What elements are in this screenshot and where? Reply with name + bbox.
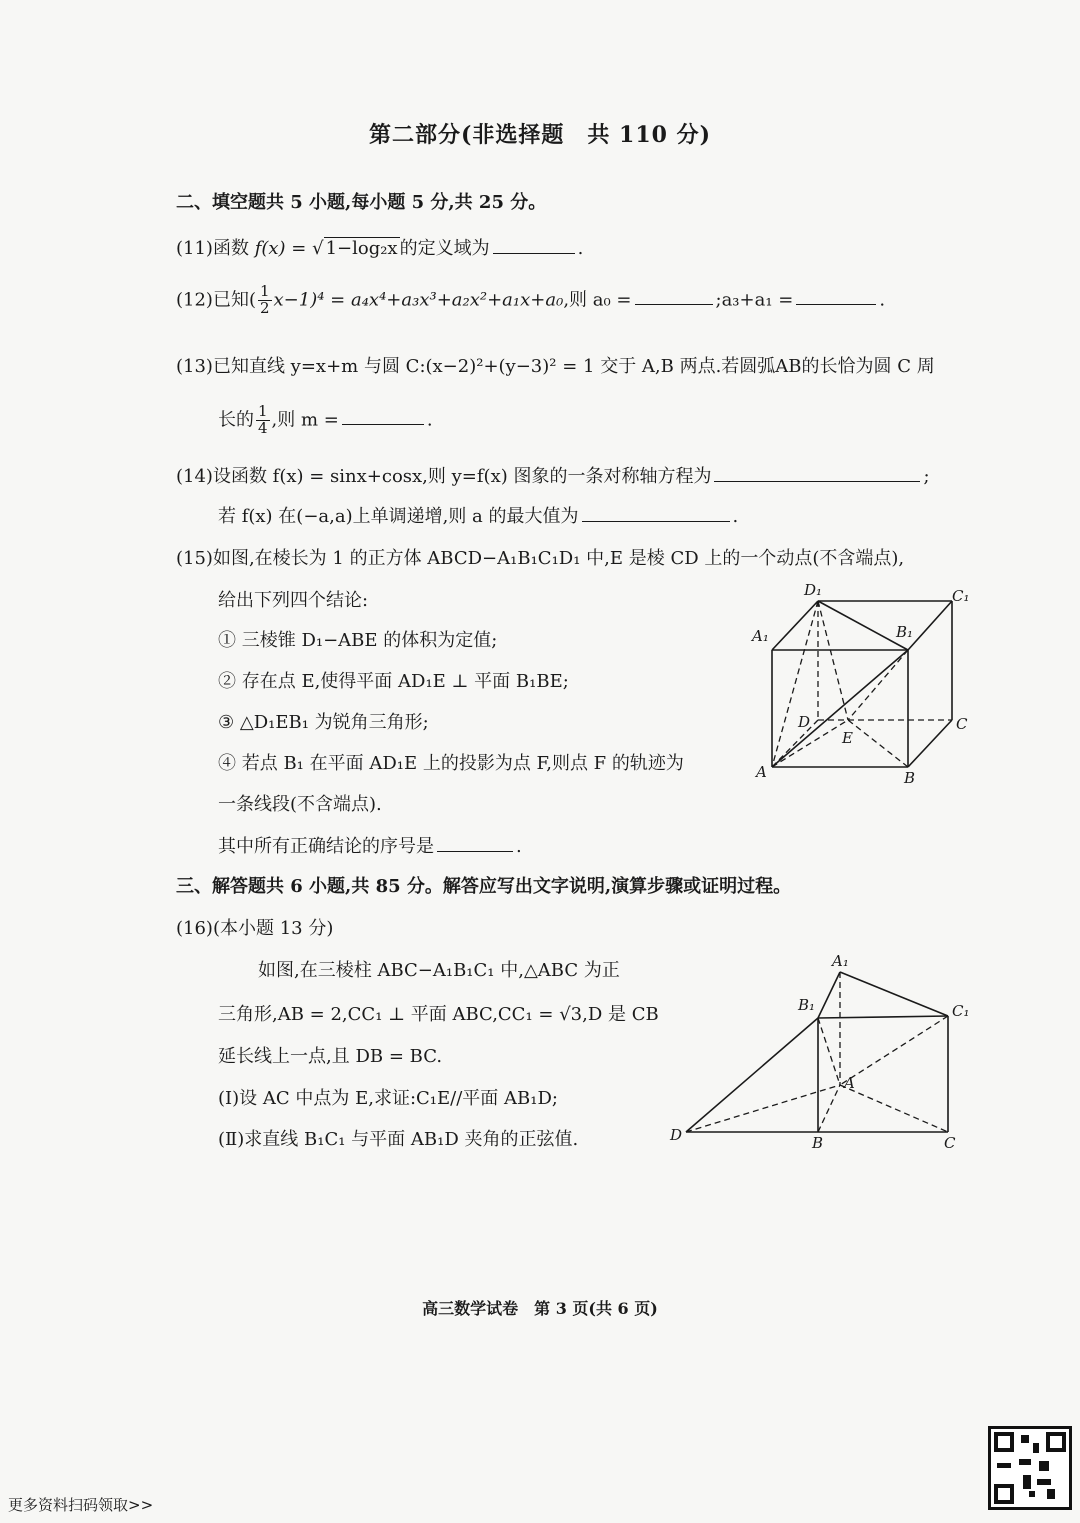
q12-number: (12) — [176, 289, 213, 311]
segment-B1E-hidden — [848, 650, 908, 720]
question-13-line2 — [218, 404, 433, 437]
label-C: C — [944, 1134, 956, 1152]
qr-code[interactable] — [988, 1426, 1072, 1510]
q16-line2: 三角形,AB = 2,CC₁ ⊥ 平面 ABC,CC₁ = √3,D 是 CB — [218, 1004, 659, 1025]
label-A1: A₁ — [832, 952, 849, 970]
q15-conclusion-4-cont: 一条线段(不含端点). — [218, 794, 382, 815]
segment-D1B1 — [818, 601, 908, 650]
q16-line3: 延长线上一点,且 DB = BC. — [218, 1046, 443, 1067]
q16-part1: (Ⅰ)设 AC 中点为 E,求证:C₁E//平面 AB₁D; — [218, 1088, 558, 1109]
q15-line2: 给出下列四个结论: — [218, 590, 369, 611]
question-16 — [176, 914, 333, 940]
edge-B1A1 — [818, 972, 840, 1018]
label-C1: C₁ — [952, 1002, 970, 1020]
q13-end: . — [426, 409, 433, 431]
question-13 — [176, 352, 935, 378]
page-title: 第二部分(非选择题 共 110 分) — [368, 122, 712, 148]
q12-answer-blank-1[interactable] — [635, 286, 713, 305]
q13-line1: 已知直线 y=x+m 与圆 C:(x−2)²+(y−3)² = 1 交于 A,B 两点.若圆弧AB的长恰为圆 C 周 — [212, 356, 935, 377]
question-14 — [176, 462, 930, 488]
label-D: D — [798, 713, 811, 731]
label-E: E — [842, 729, 853, 747]
q11-sqrt-arg: 1−log₂x — [325, 238, 398, 259]
q15-line1: 如图,在棱长为 1 的正方体 ABCD−A₁B₁C₁D₁ 中,E 是棱 CD 上的一个动点(不含端点), — [212, 548, 905, 569]
label-B1: B₁ — [896, 623, 914, 641]
q13-line2-post: ,则 m = — [271, 409, 339, 431]
q12-answer-blank-2[interactable] — [796, 286, 876, 305]
segment-AB1 — [772, 650, 908, 767]
q11-pre: 函数 — [212, 238, 249, 259]
prism-figure — [668, 950, 978, 1155]
segment-BE-hidden — [848, 720, 908, 767]
q12-expr: x−1)⁴ = a₄x⁴+a₃x³+a₂x²+a₁x+a₀ — [273, 289, 564, 311]
q11-number: (11) — [176, 238, 213, 259]
q16-number: (16) — [176, 918, 213, 939]
question-12 — [176, 284, 885, 317]
q13-frac-num: 1 — [258, 402, 268, 420]
label-A1: A₁ — [752, 627, 769, 645]
q12-end: . — [879, 289, 886, 311]
edge-BC — [908, 720, 952, 767]
q15-ask-text: 其中所有正确结论的序号是 — [218, 836, 434, 857]
segment-D1E-hidden — [818, 601, 848, 720]
label-C: C — [956, 715, 968, 733]
edge-B1C1 — [908, 601, 952, 650]
q14-line2-end: . — [732, 506, 739, 527]
label-C1: C₁ — [952, 587, 970, 605]
q11-func: f(x) = — [254, 238, 313, 259]
question-14-line2 — [218, 502, 738, 528]
segment-DB1 — [686, 1018, 818, 1132]
q16-score: (本小题 13 分) — [212, 918, 334, 939]
q13-number: (13) — [176, 356, 213, 377]
q12-mid2: ;a₃+a₁ = — [715, 289, 794, 311]
edge-A1C1 — [840, 972, 948, 1016]
page-footer: 高三数学试卷 第 3 页(共 6 页) — [422, 1299, 658, 1318]
q15-conclusion-2: ② 存在点 E,使得平面 AD₁E ⊥ 平面 B₁BE; — [218, 671, 569, 692]
cube-figure — [740, 575, 980, 790]
q14-line1-end: ; — [923, 466, 930, 487]
edge-BA-hidden — [818, 1085, 840, 1132]
question-11: (11)函数 f(x) = √ 1−log₂x 的定义域为 . — [176, 234, 583, 260]
question-15 — [176, 544, 904, 570]
bottom-note[interactable]: 更多资料扫码领取>> — [8, 1496, 154, 1514]
q15-answer-blank[interactable] — [437, 833, 513, 852]
q12-fraction — [258, 284, 272, 317]
q13-frac-den: 4 — [258, 418, 268, 437]
q13-fraction — [256, 404, 270, 437]
q16-line1: 如图,在三棱柱 ABC−A₁B₁C₁ 中,△ABC 为正 — [258, 960, 620, 981]
q14-line1: 设函数 f(x) = sinx+cosx,则 y=f(x) 图象的一条对称轴方程为 — [212, 466, 712, 487]
label-B1: B₁ — [798, 996, 816, 1014]
section3-heading: 三、解答题共 6 小题,共 85 分。解答应写出文字说明,演算步骤或证明过程。 — [176, 876, 792, 897]
q15-ask — [218, 832, 522, 858]
segment-DA-hidden — [686, 1085, 840, 1132]
label-A: A — [844, 1074, 855, 1092]
segment-B1A-hidden — [818, 1018, 840, 1085]
label-D1: D₁ — [804, 581, 823, 599]
section2-heading: 二、填空题共 5 小题,每小题 5 分,共 25 分。 — [176, 192, 547, 213]
label-B: B — [812, 1134, 824, 1152]
q11-end: . — [577, 238, 584, 259]
q11-post: 的定义域为 — [399, 238, 490, 259]
q14-answer-blank-2[interactable] — [582, 503, 730, 522]
q12-pre: 已知( — [212, 289, 256, 311]
q14-number: (14) — [176, 466, 213, 487]
edge-AC-hidden — [840, 1085, 948, 1132]
q15-number: (15) — [176, 548, 213, 569]
q12-frac-num: 1 — [259, 282, 270, 300]
q13-answer-blank[interactable] — [342, 406, 424, 425]
q13-line2-pre: 长的 — [218, 409, 254, 431]
q12-mid: ,则 a₀ = — [563, 289, 632, 311]
q16-part2: (Ⅱ)求直线 B₁C₁ 与平面 AB₁D 夹角的正弦值. — [218, 1129, 579, 1150]
edge-B1C1 — [818, 1016, 948, 1018]
q15-ask-end: . — [516, 836, 522, 857]
q15-conclusion-3: ③ △D₁EB₁ 为锐角三角形; — [218, 712, 429, 733]
label-A: A — [756, 763, 767, 781]
segment-C1A-hidden — [840, 1016, 948, 1085]
q14-line2: 若 f(x) 在(−a,a)上单调递增,则 a 的最大值为 — [218, 506, 579, 527]
q15-conclusion-4: ④ 若点 B₁ 在平面 AD₁E 上的投影为点 F,则点 F 的轨迹为 — [218, 753, 684, 774]
q12-frac-den: 2 — [259, 298, 270, 317]
q11-answer-blank[interactable] — [493, 235, 575, 254]
q14-answer-blank-1[interactable] — [714, 463, 920, 482]
label-B: B — [904, 769, 916, 787]
q15-conclusion-1: ① 三棱锥 D₁−ABE 的体积为定值; — [218, 630, 498, 651]
label-D: D — [670, 1126, 683, 1144]
